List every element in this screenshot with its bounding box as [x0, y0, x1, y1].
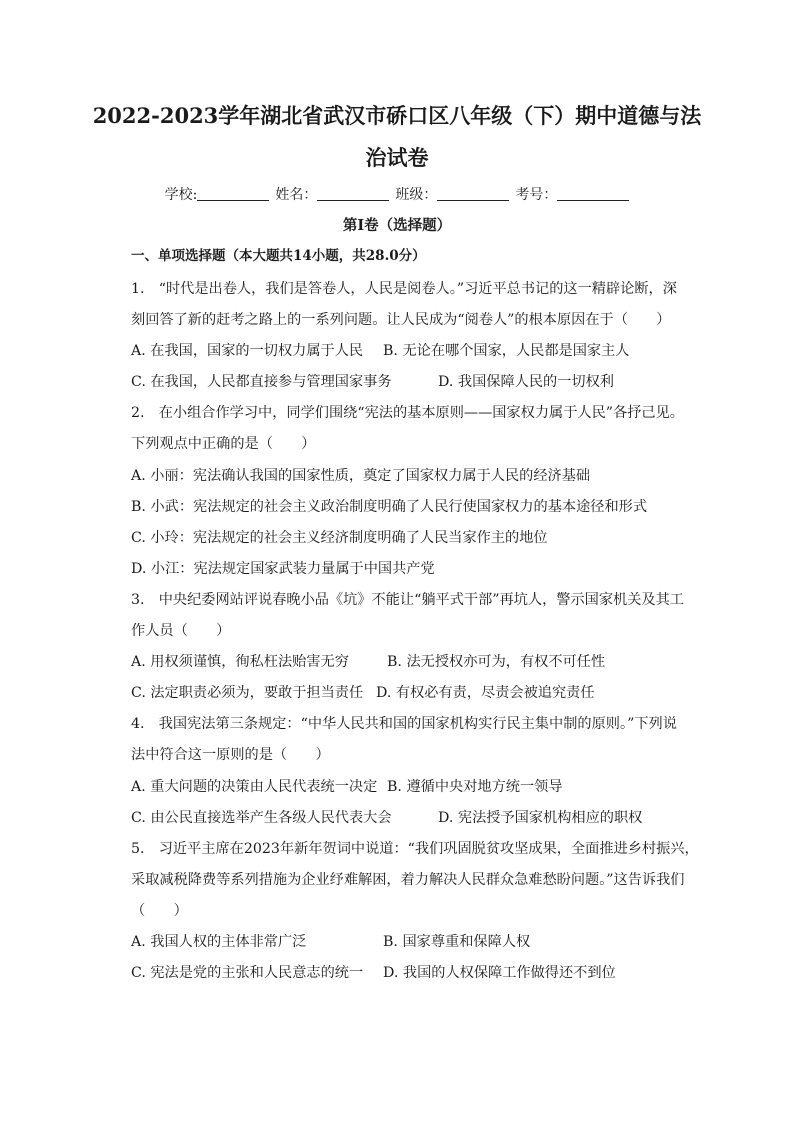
class-label: 班级： — [395, 187, 438, 203]
question-4-option-d: D. 宪法授予国家机构相应的职权 — [438, 810, 643, 826]
school-blank — [197, 186, 269, 201]
exam-title-line1: 2022-2023学年湖北省武汉市硚口区八年级（下）期中道德与法 — [92, 103, 702, 128]
question-2-option-d: D. 小江：宪法规定国家武装力量属于中国共产党 — [131, 561, 435, 577]
question-3-option-a: A. 用权须谨慎，徇私枉法贻害无穷 — [131, 654, 349, 670]
question-4-option-a: A. 重大问题的决策由人民代表统一决定 — [131, 779, 378, 795]
exam-no-label: 考号： — [515, 187, 558, 203]
name-blank — [317, 186, 389, 201]
school-label: 学校: — [164, 187, 198, 203]
name-label: 姓名： — [275, 187, 318, 203]
section-heading: 第I卷（选择题） — [342, 217, 452, 234]
question-4-stem-line1: 4. 我国宪法第三条规定：“中华人民共和国的国家机构实行民主集中制的原则。”下列说 — [131, 716, 677, 732]
question-3-option-c: C. 法定职责必须为，要敢于担当责任 — [131, 685, 364, 701]
class-blank — [437, 186, 509, 201]
question-5-option-a: A. 我国人权的主体非常广泛 — [131, 934, 307, 950]
question-5-option-b: B. 国家尊重和保障人权 — [383, 934, 531, 950]
question-4-stem-line2: 法中符合这一原则的是（ ） — [131, 747, 330, 763]
question-5-stem-line3: （ ） — [131, 903, 188, 919]
question-4-option-b: B. 遵循中央对地方统一领导 — [387, 779, 563, 795]
question-5-stem-line2: 采取减税降费等系列措施为企业纾难解困，着力解决人民群众急难愁盼问题。”这告诉我们 — [131, 872, 685, 888]
question-1-option-d: D. 我国保障人民的一切权利 — [438, 374, 614, 390]
exam-no-blank — [557, 186, 629, 201]
question-3-stem-line2: 作人员（ ） — [131, 623, 231, 639]
question-3-stem-line1: 3. 中央纪委网站评说春晚小品《坑》不能让“躺平式干部”再坑人，警示国家机关及其工 — [131, 592, 684, 608]
question-1-stem-line1: 1. “时代是出卷人，我们是答卷人，人民是阅卷人。”习近平总书记的这一精辟论断，深 — [131, 281, 677, 297]
question-1-option-c: C. 在我国，人民都直接参与管理国家事务 — [131, 374, 392, 390]
question-2-stem-line1: 2. 在小组合作学习中，同学们围绕“宪法的基本原则——国家权力属于人民”各抒己见。 — [131, 405, 684, 421]
question-3-option-b: B. 法无授权亦可为，有权不可任性 — [387, 654, 606, 670]
question-2-option-a: A. 小丽：宪法确认我国的国家性质，奠定了国家权力属于人民的经济基础 — [131, 468, 591, 484]
subsection-heading: 一、单项选择题（本大题共14小题，共28.0分） — [131, 248, 426, 264]
question-4-option-c: C. 由公民直接选举产生各级人民代表大会 — [131, 810, 392, 826]
student-info-row — [0, 185, 794, 205]
question-3-option-d: D. 有权必有责，尽责会被追究责任 — [376, 685, 595, 701]
question-2-option-b: B. 小武：宪法规定的社会主义政治制度明确了人民行使国家权力的基本途径和形式 — [131, 499, 648, 515]
question-2-option-c: C. 小玲：宪法规定的社会主义经济制度明确了人民当家作主的地位 — [131, 530, 548, 546]
exam-title-line2: 治试卷 — [365, 145, 429, 170]
question-5-stem-line1: 5. 习近平主席在2023年新年贺词中说道：“我们巩固脱贫攻坚成果，全面推进乡村振兴， — [131, 841, 699, 857]
question-5-option-c: C. 宪法是党的主张和人民意志的统一 — [131, 965, 364, 981]
question-1-stem-line2: 刻回答了新的赶考之路上的一系列问题。让人民成为“阅卷人”的根本原因在于（ ） — [131, 312, 671, 328]
question-1-option-a: A. 在我国，国家的一切权力属于人民 — [131, 343, 364, 359]
question-1-option-b: B. 无论在哪个国家，人民都是国家主人 — [383, 343, 630, 359]
question-2-stem-line2: 下列观点中正确的是（ ） — [131, 436, 316, 452]
question-5-option-d: D. 我国的人权保障工作做得还不到位 — [383, 965, 616, 981]
